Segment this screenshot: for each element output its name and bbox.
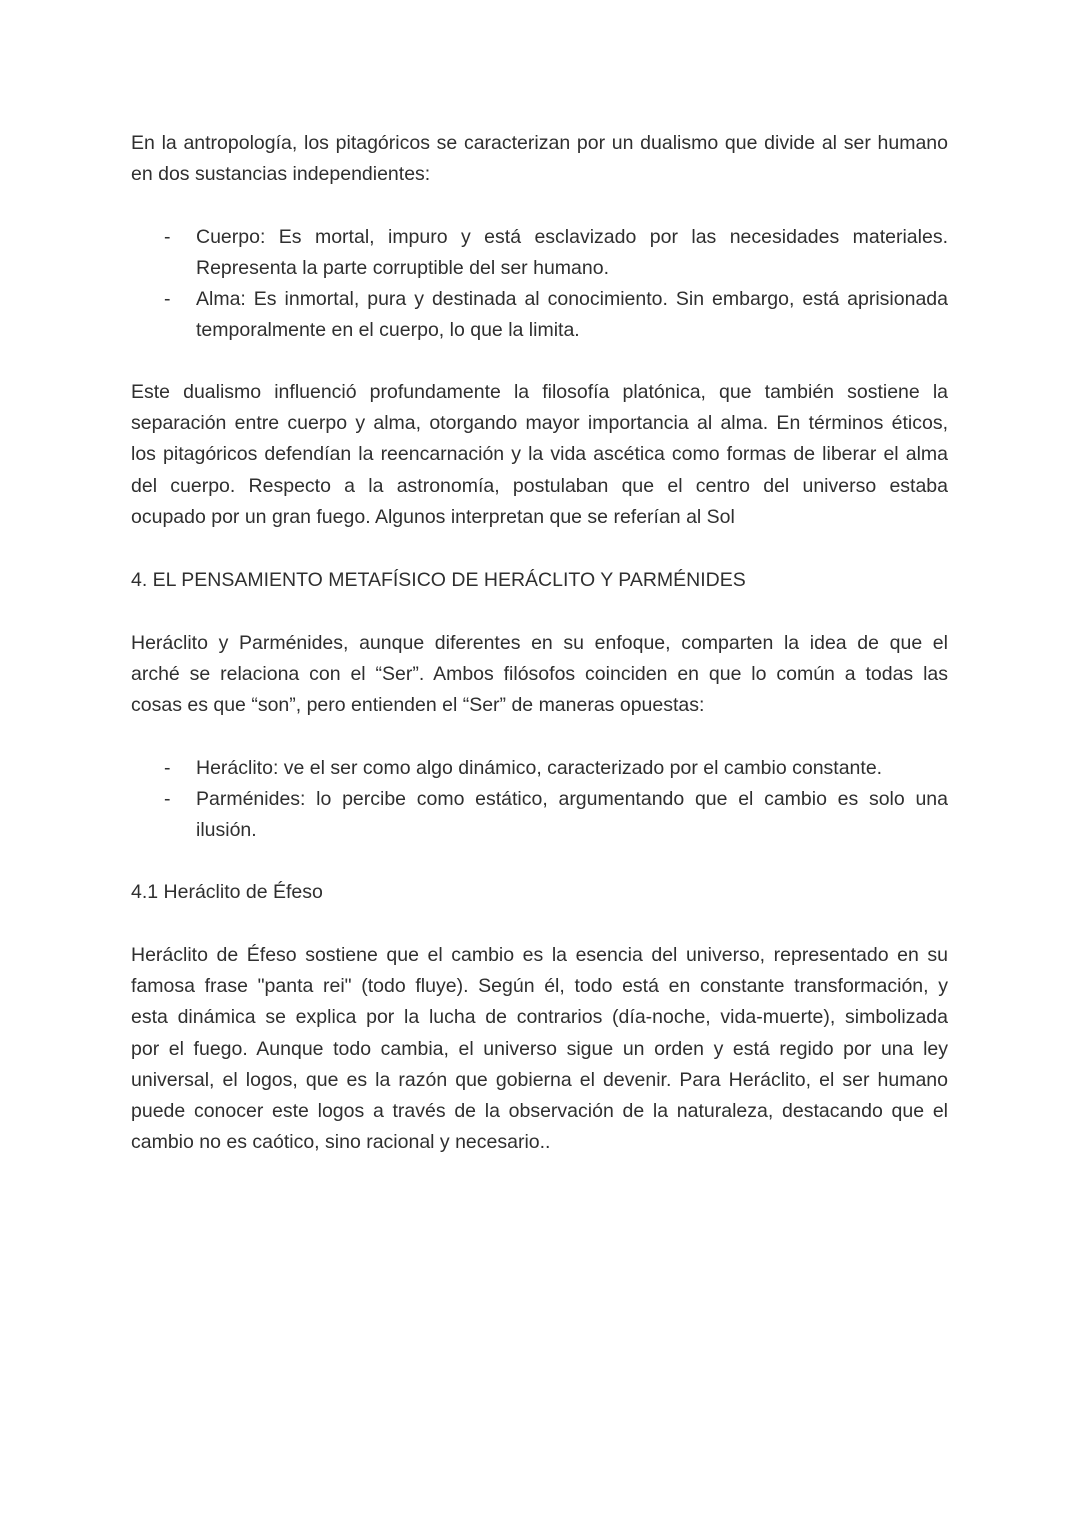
section-heading (131, 565, 948, 596)
paragraph (131, 377, 948, 533)
text-line: Alma: Es inmortal, pura y destinada al conocimiento. Sin embargo, está aprisionada (196, 288, 948, 310)
list-item-text (196, 284, 948, 346)
text-line: Este dualismo influenció profundamente la filosofía platónica, que también sostiene la (131, 381, 948, 403)
text-line: cambio no es caótico, sino racional y necesario.. (131, 1131, 551, 1154)
text-line: puede conocer este logos a través de la observación de la naturaleza, destacando que el (131, 1099, 948, 1122)
text-line: En la antropología, los pitagóricos se caracterizan por un dualismo que divide al ser humano (131, 132, 948, 154)
text-line: por el fuego. Aunque todo cambia, el universo sigue un orden y está regido por una ley (131, 1037, 948, 1060)
text-line: temporalmente en el cuerpo, lo que la limita. (196, 319, 580, 342)
text-line: Representa la parte corruptible del ser humano. (196, 257, 609, 280)
section-heading (131, 877, 948, 908)
bullet-dash: - (164, 757, 171, 779)
text-line: del cuerpo. Respecto a la astronomía, postulaban que el centro del universo estaba (131, 474, 948, 497)
text-line: Heráclito de Éfeso sostiene que el cambio es la esencia del universo, representado en su (131, 944, 948, 966)
list-item-text (196, 784, 948, 846)
text-line: Cuerpo: Es mortal, impuro y está esclavizado por las necesidades materiales. (196, 226, 948, 248)
text-line: esta dinámica se explica por la lucha de contrarios (día-noche, vida-muerte), simbolizada (131, 1006, 948, 1029)
text-line: los pitagóricos defendían la reencarnación y la vida ascética como formas de liberar el alma (131, 443, 948, 466)
text-line: Heráclito y Parménides, aunque diferentes en su enfoque, comparten la idea de que el (131, 632, 948, 654)
list-item (131, 753, 948, 784)
text-line: en dos sustancias independientes: (131, 163, 431, 186)
text-line: 4.1 Heráclito de Éfeso (131, 881, 323, 903)
text-line: ilusión. (196, 819, 257, 842)
text-line: 4. EL PENSAMIENTO METAFÍSICO DE HERÁCLITO Y PARMÉNIDES (131, 569, 746, 591)
text-line: famosa frase "panta rei" (todo fluye). Según él, todo está en constante transformación, y (131, 975, 948, 998)
bullet-dash: - (164, 226, 171, 248)
text-line: Heráclito: ve el ser como algo dinámico, caracterizado por el cambio constante. (196, 757, 883, 779)
paragraph (131, 628, 948, 722)
list-item (131, 284, 948, 346)
bullet-dash: - (164, 288, 171, 310)
paragraph (131, 940, 948, 1158)
bullet-dash: - (164, 788, 171, 810)
text-line: universal, el logos, que es la razón que gobierna el devenir. Para Heráclito, el ser humano (131, 1068, 948, 1091)
list-item (131, 784, 948, 846)
text-line: cosas es que “son”, pero entienden el “Ser” de maneras opuestas: (131, 694, 705, 717)
text-line: ocupado por un gran fuego. Algunos interpretan que se referían al Sol (131, 505, 735, 528)
text-line: Parménides: lo percibe como estático, argumentando que el cambio es solo una (196, 788, 948, 810)
list-item-text (196, 222, 948, 284)
list-item (131, 222, 948, 284)
paragraph (131, 128, 948, 190)
list-item-text (196, 753, 948, 784)
text-line: arché se relaciona con el “Ser”. Ambos filósofos coinciden en que lo común a todas las (131, 663, 948, 686)
text-line: separación entre cuerpo y alma, otorgando mayor importancia al alma. En términos éticos, (131, 412, 948, 435)
